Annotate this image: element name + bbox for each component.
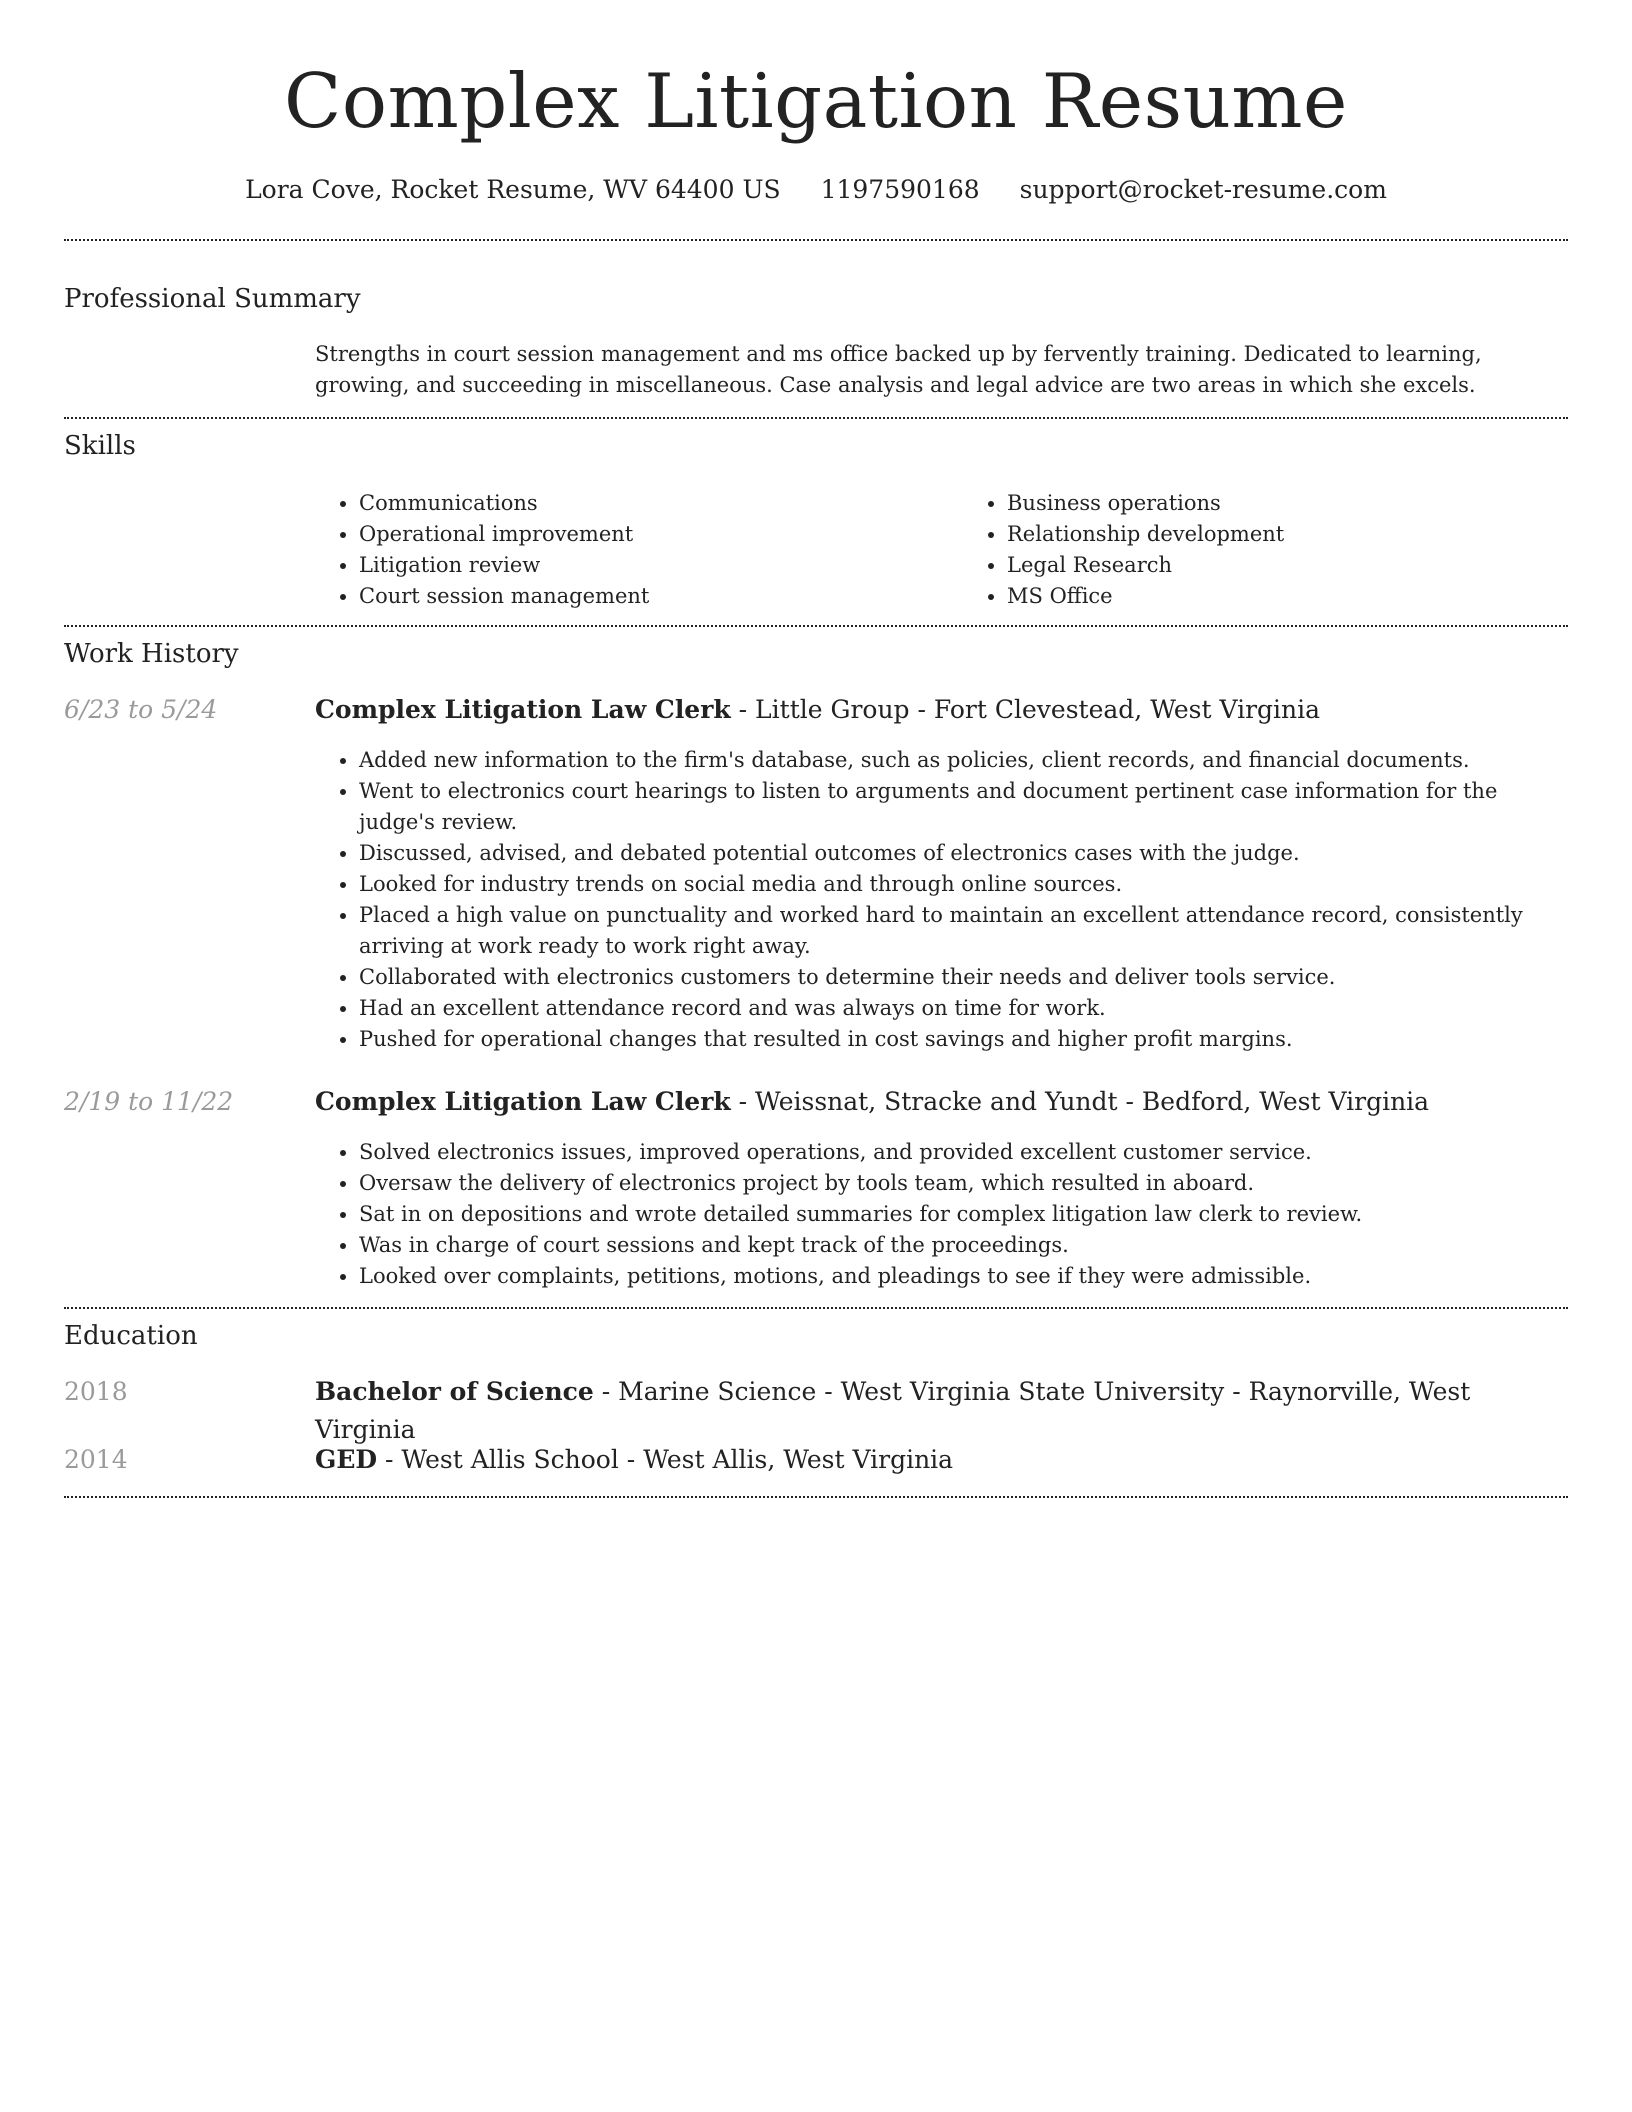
education-year: 2014 <box>64 1445 128 1474</box>
job-employer: - Little Group - Fort Clevestead, West Virginia <box>730 695 1321 724</box>
skill-item: • Communications <box>359 488 917 519</box>
resume-title: Complex Litigation Resume <box>284 57 1348 145</box>
job-bullet: • Was in charge of court sessions and kept track of the proceedings. <box>359 1230 1565 1261</box>
skills-column-right <box>963 488 1565 612</box>
job-bullets <box>315 745 1565 1055</box>
job-bullets <box>315 1137 1565 1292</box>
contact-phone: 1197590168 <box>820 175 980 204</box>
job-bullet: • Had an excellent attendance record and was always on time for work. <box>359 993 1565 1024</box>
job-position: Complex Litigation Law Clerk <box>315 1087 731 1116</box>
education-year: 2018 <box>64 1377 128 1406</box>
skill-item: • MS Office <box>1007 581 1565 612</box>
job-bullet: • Looked over complaints, petitions, motions, and pleadings to see if they were admissible. <box>359 1261 1565 1292</box>
contact-email: support@rocket-resume.com <box>1019 175 1387 204</box>
contact-address: Lora Cove, Rocket Resume, WV 64400 US <box>245 175 781 204</box>
work-heading: Work History <box>64 639 239 669</box>
divider <box>64 1496 1568 1498</box>
job-title <box>315 691 1565 729</box>
divider <box>64 625 1568 627</box>
job-bullet: • Added new information to the firm's database, such as policies, client records, and financial documents. <box>359 745 1565 776</box>
skill-item: • Relationship development <box>1007 519 1565 550</box>
job-dates: 2/19 to 11/22 <box>64 1087 234 1116</box>
skill-item: • Court session management <box>359 581 917 612</box>
job-employer: - Weissnat, Stracke and Yundt - Bedford, West Virginia <box>730 1087 1430 1116</box>
divider <box>64 1307 1568 1309</box>
education-details: - Marine Science - West Virginia State University - Raynorville, West Virginia <box>315 1377 1471 1444</box>
job-bullet: • Discussed, advised, and debated potential outcomes of electronics cases with the judge. <box>359 838 1565 869</box>
job-bullet: • Went to electronics court hearings to listen to arguments and document pertinent case information for the judge's review. <box>359 776 1565 838</box>
contact-line <box>0 170 1632 210</box>
divider <box>64 417 1568 419</box>
job-bullet: • Pushed for operational changes that resulted in cost savings and higher profit margins. <box>359 1024 1565 1055</box>
job-bullet: • Collaborated with electronics customers to determine their needs and deliver tools service. <box>359 962 1565 993</box>
education-details: - West Allis School - West Allis, West Virginia <box>377 1445 954 1474</box>
divider <box>64 239 1568 241</box>
job-bullet: • Placed a high value on punctuality and worked hard to maintain an excellent attendance record, consistently arriving at work ready to work right away. <box>359 900 1565 962</box>
job-position: Complex Litigation Law Clerk <box>315 695 731 724</box>
summary-text: Strengths in court session management and ms office backed up by fervently training. Dedicated to learning, growing, and succeeding in miscellaneous. Case analysis and legal advice are two areas in which she excels. <box>315 342 1482 397</box>
education-degree: GED <box>315 1445 378 1474</box>
job-dates: 6/23 to 5/24 <box>64 695 218 724</box>
summary-heading: Professional Summary <box>64 284 361 314</box>
education-entry <box>315 1373 1565 1449</box>
education-entry <box>315 1441 1565 1479</box>
skills-list <box>315 488 1565 612</box>
job-bullet: • Looked for industry trends on social media and through online sources. <box>359 869 1565 900</box>
job-bullet: • Sat in on depositions and wrote detailed summaries for complex litigation law clerk to review. <box>359 1199 1565 1230</box>
skill-item: • Legal Research <box>1007 550 1565 581</box>
skills-column-left <box>315 488 917 612</box>
job-bullet: • Oversaw the delivery of electronics project by tools team, which resulted in aboard. <box>359 1168 1565 1199</box>
skill-item: • Business operations <box>1007 488 1565 519</box>
skill-item: • Litigation review <box>359 550 917 581</box>
education-degree: Bachelor of Science <box>315 1377 594 1406</box>
skills-heading: Skills <box>64 431 136 461</box>
skill-item: • Operational improvement <box>359 519 917 550</box>
job-title <box>315 1083 1565 1121</box>
job-bullet: • Solved electronics issues, improved operations, and provided excellent customer service. <box>359 1137 1565 1168</box>
education-heading: Education <box>64 1321 198 1351</box>
